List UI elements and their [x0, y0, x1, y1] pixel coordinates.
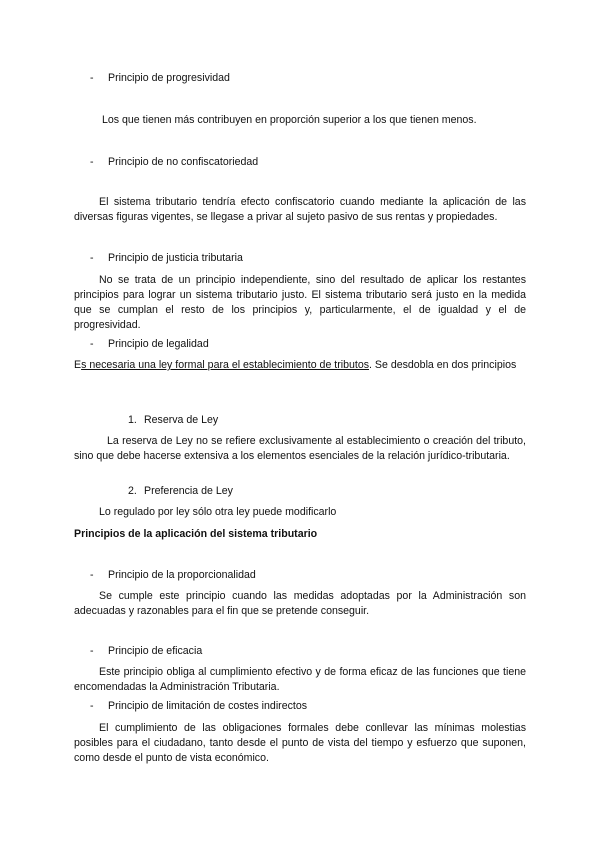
bullet-limitacion-costes: Principio de limitación de costes indirectos — [108, 700, 308, 712]
paragraph-justicia-tributaria — [74, 273, 526, 333]
paragraph-text: Se cumple este principio cuando las medidas adoptadas por la Administración son adecuadas y razonables para el fin que se pretende conseguir. — [74, 590, 526, 617]
text-start: E — [74, 359, 82, 371]
paragraph-text: Este principio obliga al cumplimiento efectivo y de forma eficaz de las funciones que tiene encomendadas la Administración Tributaria. — [74, 666, 526, 693]
paragraph-text: El cumplimiento de las obligaciones formales debe conllevar las mínimas molestias posibles para el ciudadano, tanto desde el punto de vista del tiempo y esfuerzo que suponen, como desde el punto de vista económico. — [74, 722, 526, 764]
bullet-dash: - — [90, 156, 94, 168]
bullet-dash: - — [90, 569, 94, 581]
bullet-legalidad: Principio de legalidad — [108, 338, 209, 350]
paragraph-eficacia — [74, 665, 526, 695]
bullet-dash: - — [90, 700, 94, 712]
bullet-dash: - — [90, 252, 94, 264]
paragraph-proporcionalidad — [74, 589, 526, 619]
paragraph-legalidad — [74, 358, 526, 373]
section-heading: Principios de la aplicación del sistema tributario — [74, 528, 318, 540]
list-item-reserva-de-ley: Reserva de Ley — [144, 414, 219, 426]
paragraph-no-confiscatoriedad — [74, 195, 526, 225]
bullet-no-confiscatoriedad: Principio de no confiscatoriedad — [108, 156, 259, 168]
bullet-dash: - — [90, 645, 94, 657]
paragraph-text: El sistema tributario tendría efecto confiscatorio cuando mediante la aplicación de las diversas figuras vigentes, se llegase a privar al sujeto pasivo de sus rentas y propiedades. — [74, 196, 526, 223]
bullet-justicia-tributaria: Principio de justicia tributaria — [108, 252, 243, 264]
bullet-progresividad: Principio de progresividad — [108, 72, 230, 84]
bullet-dash: - — [90, 338, 94, 350]
paragraph-limitacion-costes — [74, 721, 526, 766]
paragraph-preferencia-de-ley: Lo regulado por ley sólo otra ley puede modificarlo — [99, 506, 337, 518]
list-item-preferencia-de-ley: Preferencia de Ley — [144, 485, 233, 497]
paragraph-text: No se trata de un principio independiente, sino del resultado de aplicar los restantes principios para lograr un sistema tributario justo. El sistema tributario será justo en la medida que se cumplan el resto de los principios y, particularmente, el de igualdad y el de progresividad. — [74, 274, 526, 331]
paragraph-text: La reserva de Ley no se refiere exclusivamente al establecimiento o creación del tributo, sino que debe hacerse extensiva a los elementos esenciales de la relación jurídico-tributaria. — [74, 435, 526, 462]
list-number: 1. — [128, 414, 137, 426]
bullet-eficacia: Principio de eficacia — [108, 645, 203, 657]
list-number: 2. — [128, 485, 137, 497]
underlined-text: s necesaria una ley formal para el establecimiento de tributos — [81, 359, 370, 371]
bullet-proporcionalidad: Principio de la proporcionalidad — [108, 569, 256, 581]
paragraph-progresividad: Los que tienen más contribuyen en proporción superior a los que tienen menos. — [102, 114, 477, 126]
paragraph-reserva-de-ley — [74, 434, 526, 464]
bullet-dash: - — [90, 72, 94, 84]
text-end: . Se desdobla en dos principios — [369, 359, 517, 371]
